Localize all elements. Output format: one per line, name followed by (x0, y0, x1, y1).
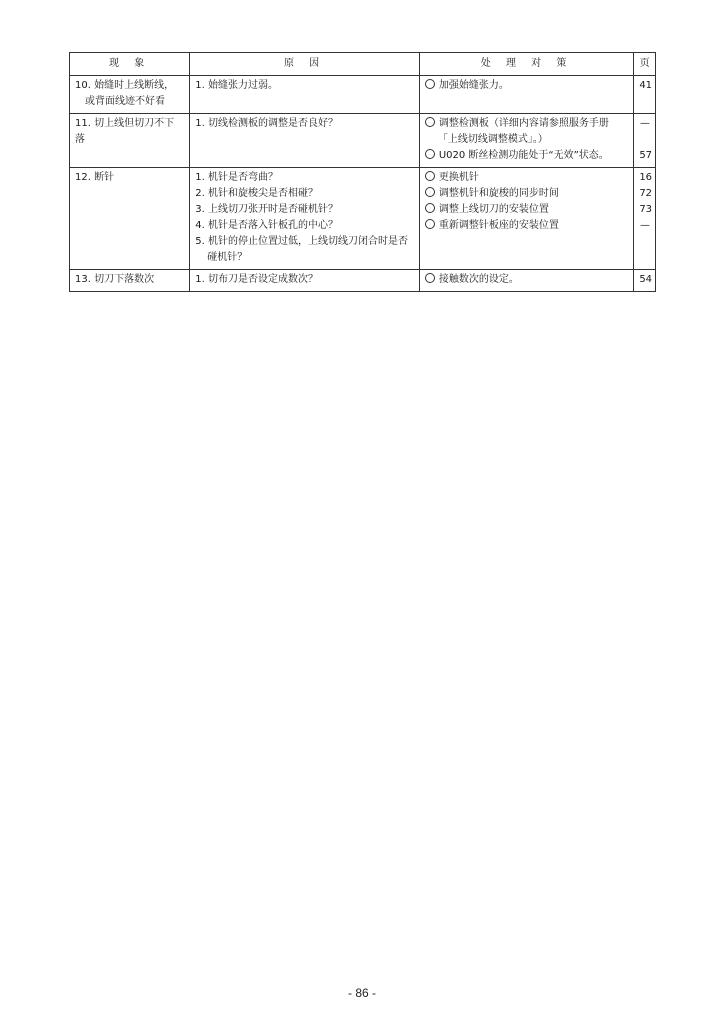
cause-cell (190, 168, 420, 270)
cause-cell (190, 270, 420, 292)
circle-bullet-icon (425, 79, 435, 89)
cause-item: 4. 机针是否落入针板孔的中心？ (195, 220, 338, 231)
page-number: - 86 - (347, 986, 376, 1000)
cause-item: 1. 始缝张力过弱。 (195, 80, 278, 91)
page-ref: — (640, 220, 650, 231)
solution-item: U020 断丝检测功能处于“无效”状态。 (425, 148, 628, 164)
phenomenon-text: 落 (75, 134, 85, 145)
cause-item: 1. 切布刀是否设定成数次？ (195, 274, 318, 285)
page-cell (634, 270, 656, 292)
cause-cell (190, 76, 420, 114)
page-ref: 41 (639, 80, 653, 91)
header-solution: 处 理 对 策 (419, 53, 633, 76)
phenomenon-cell (70, 270, 190, 292)
cause-cell (190, 114, 420, 168)
page-ref: 72 (639, 188, 653, 199)
page-cell (634, 114, 656, 168)
cause-item: 5. 机针的停止位置过低，上线切线刀闭合时是否碰机针？ (195, 236, 408, 263)
cause-item: 1. 机针是否弯曲？ (195, 172, 278, 183)
phenomenon-cell (70, 168, 190, 270)
cause-item: 3. 上线切刀张开时是否碰机针？ (195, 204, 338, 215)
header-page: 页 (634, 53, 656, 76)
cause-item: 1. 切线检测板的调整是否良好？ (195, 118, 338, 129)
phenomenon-cell (70, 76, 190, 114)
phenomenon-text: 12. 断针 (75, 172, 115, 183)
phenomenon-text: 11. 切上线但切刀不下 (75, 118, 175, 129)
solution-item: 更换机针 (425, 170, 628, 186)
circle-bullet-icon (425, 117, 435, 127)
solution-item: 调整检测板（详细内容请参照服务手册「上线切线调整模式」。） (425, 116, 628, 148)
header-phenomenon: 现 象 (70, 53, 190, 76)
solution-cell (419, 270, 633, 292)
circle-bullet-icon (425, 203, 435, 213)
page-ref: 16 (639, 172, 653, 183)
circle-bullet-icon (425, 171, 435, 181)
solution-item: 加强始缝张力。 (425, 78, 628, 94)
phenomenon-text: 或背面线迹不好看 (85, 96, 165, 107)
phenomenon-cell (70, 114, 190, 168)
solution-cell (419, 168, 633, 270)
table-row (70, 114, 656, 168)
page-ref: 54 (639, 274, 653, 285)
table-row (70, 270, 656, 292)
table-row (70, 168, 656, 270)
table-header-row (70, 53, 656, 76)
phenomenon-text: 10. 始缝时上线断线， (75, 80, 175, 91)
page-ref: — (640, 118, 650, 129)
solution-item: 接触数次的设定。 (425, 272, 628, 288)
solution-cell (419, 114, 633, 168)
page-ref: 73 (639, 204, 653, 215)
header-cause: 原 因 (190, 53, 420, 76)
circle-bullet-icon (425, 149, 435, 159)
troubleshooting-table (69, 52, 656, 292)
solution-item: 调整上线切刀的安装位置 (425, 202, 628, 218)
solution-cell (419, 76, 633, 114)
page-cell (634, 76, 656, 114)
circle-bullet-icon (425, 219, 435, 229)
circle-bullet-icon (425, 187, 435, 197)
solution-item: 重新调整针板座的安装位置 (425, 218, 628, 234)
solution-item: 调整机针和旋梭的同步时间 (425, 186, 628, 202)
table-row (70, 76, 656, 114)
phenomenon-text: 13. 切刀下落数次 (75, 274, 155, 285)
page-ref: 57 (639, 150, 653, 161)
circle-bullet-icon (425, 273, 435, 283)
page-cell (634, 168, 656, 270)
cause-item: 2. 机针和旋梭尖是否相碰？ (195, 188, 318, 199)
